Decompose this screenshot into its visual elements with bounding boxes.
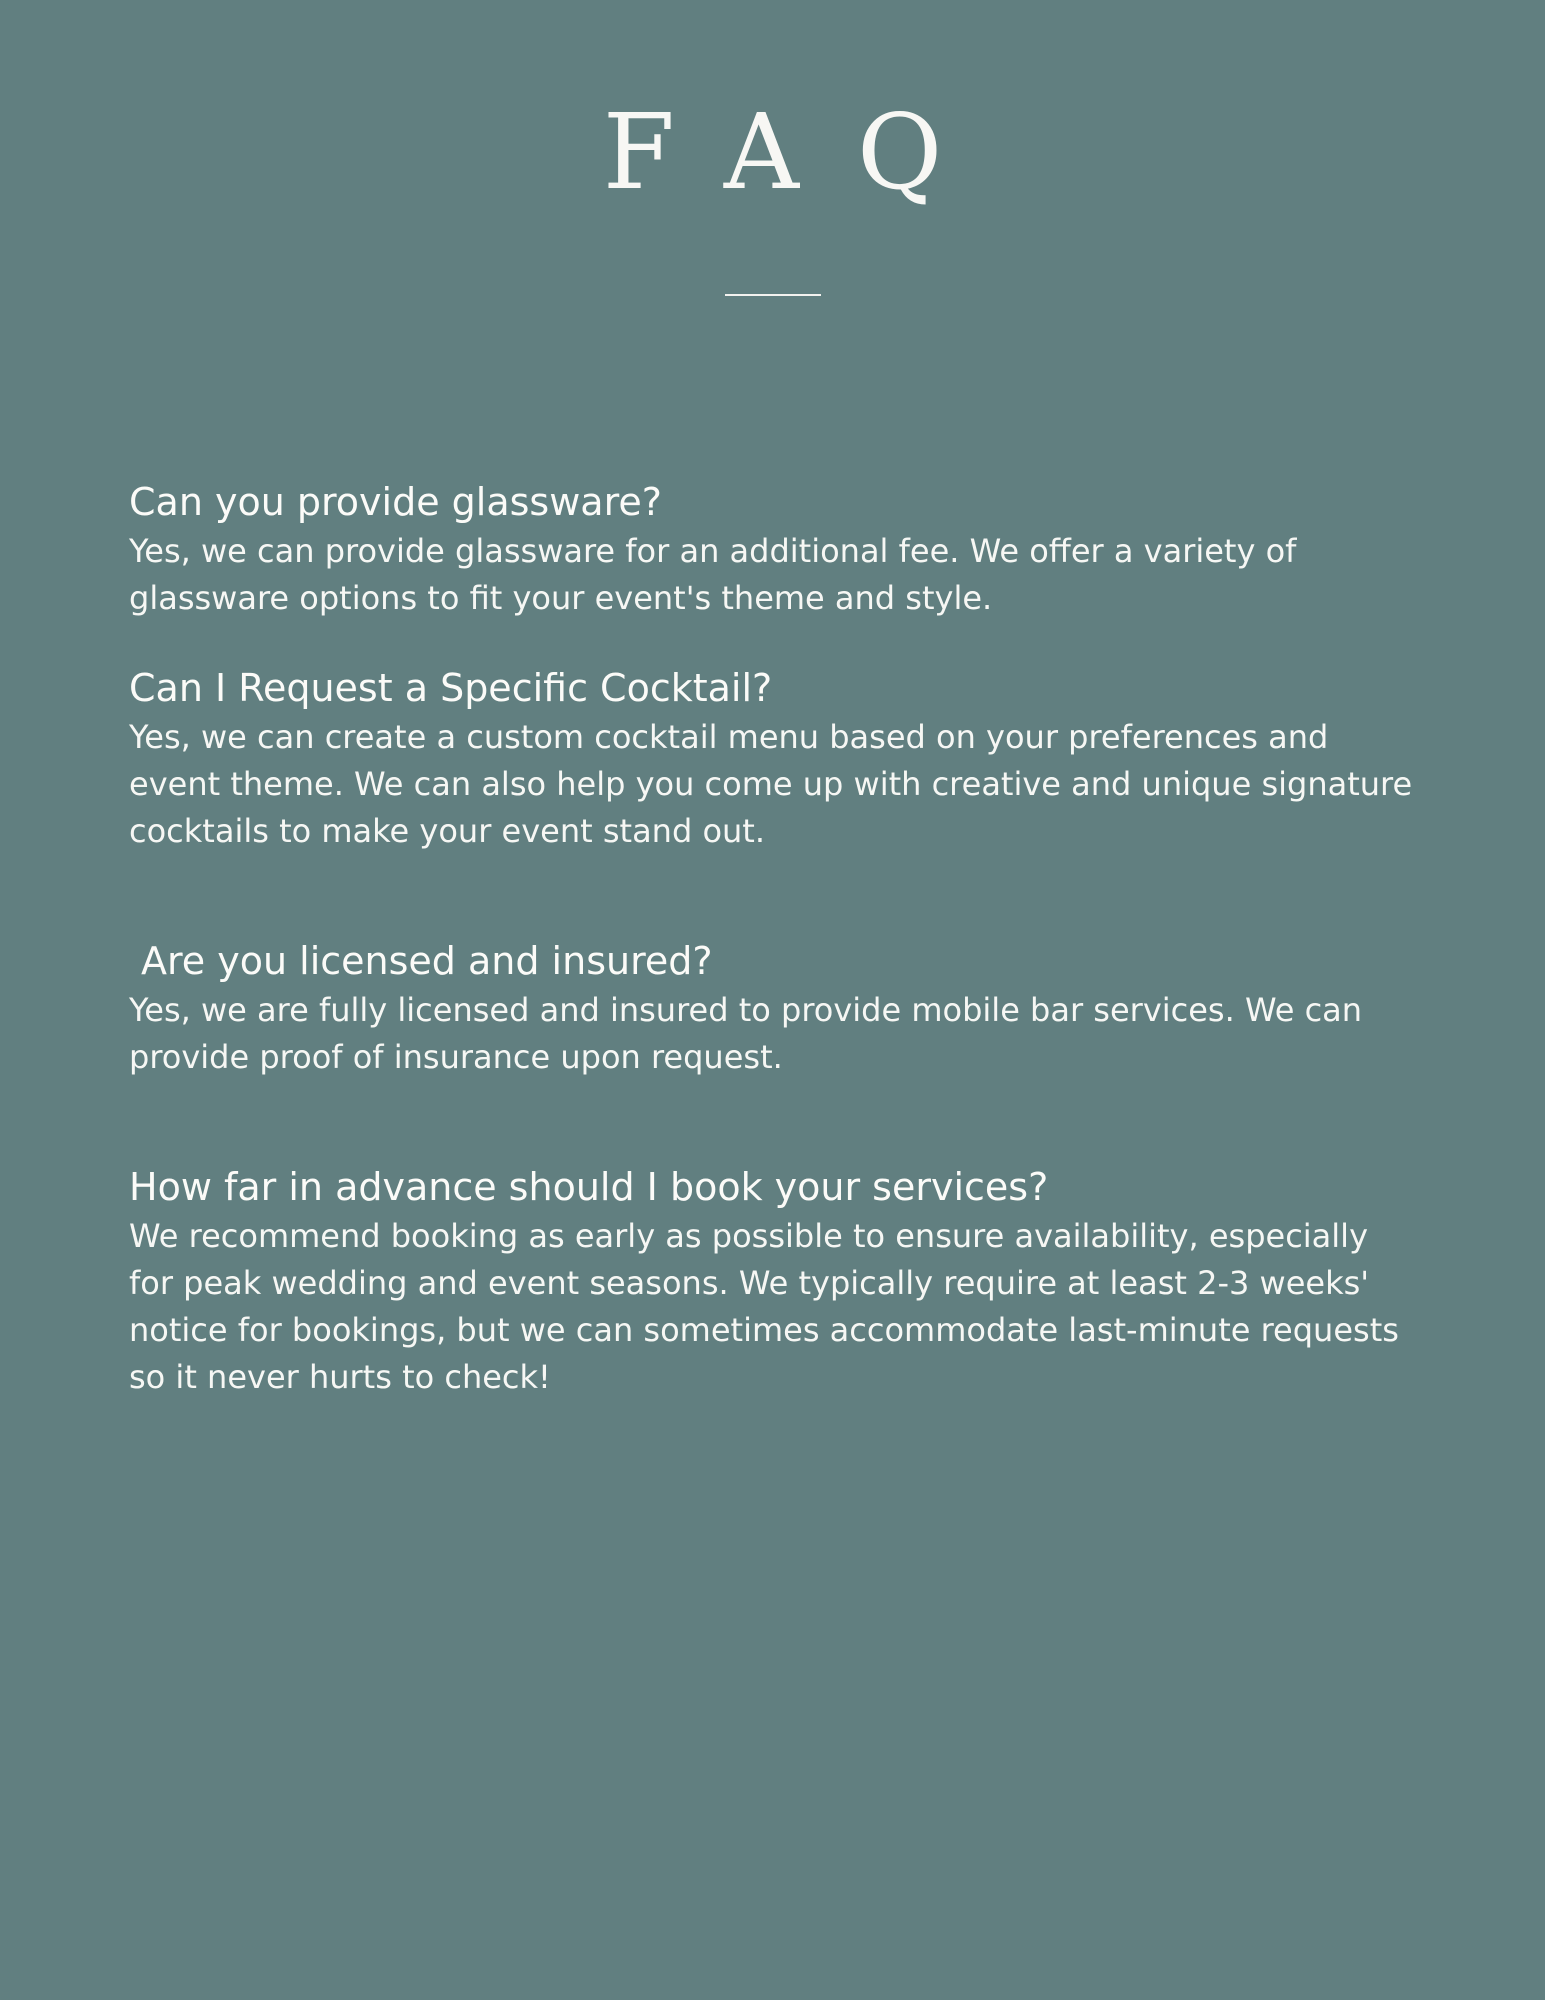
title-divider	[725, 294, 821, 296]
faq-item-booking	[129, 1161, 1429, 1401]
faq-question: Are you licensed and insured?	[141, 939, 713, 983]
faq-item-glassware	[129, 476, 1429, 622]
faq-answer: We recommend booking as early as possible to ensure availability, especially for peak wedding and event seasons. We typically require at least 2-3 weeks' notice for bookings, but we can sometimes accommodate last-minute requests so it never hurts to check!	[129, 1217, 1399, 1396]
faq-question: How far in advance should I book your services?	[129, 1165, 1049, 1209]
page-title: FAQ	[602, 91, 1001, 213]
faq-item-cocktail	[129, 662, 1429, 855]
faq-answer: Yes, we can provide glassware for an additional fee. We offer a variety of glassware options to fit your event's theme and style.	[129, 532, 1297, 617]
faq-answer: Yes, we are fully licensed and insured to provide mobile bar services. We can provide proof of insurance upon request.	[129, 991, 1363, 1076]
faq-question: Can I Request a Specific Cocktail?	[129, 666, 773, 710]
faq-answer: Yes, we can create a custom cocktail menu based on your preferences and event theme. We can also help you come up with creative and unique signature cocktails to make your event stand out.	[129, 718, 1413, 850]
faq-question: Can you provide glassware?	[129, 480, 662, 524]
faq-item-licensed	[129, 935, 1429, 1081]
faq-list	[129, 476, 1429, 1401]
